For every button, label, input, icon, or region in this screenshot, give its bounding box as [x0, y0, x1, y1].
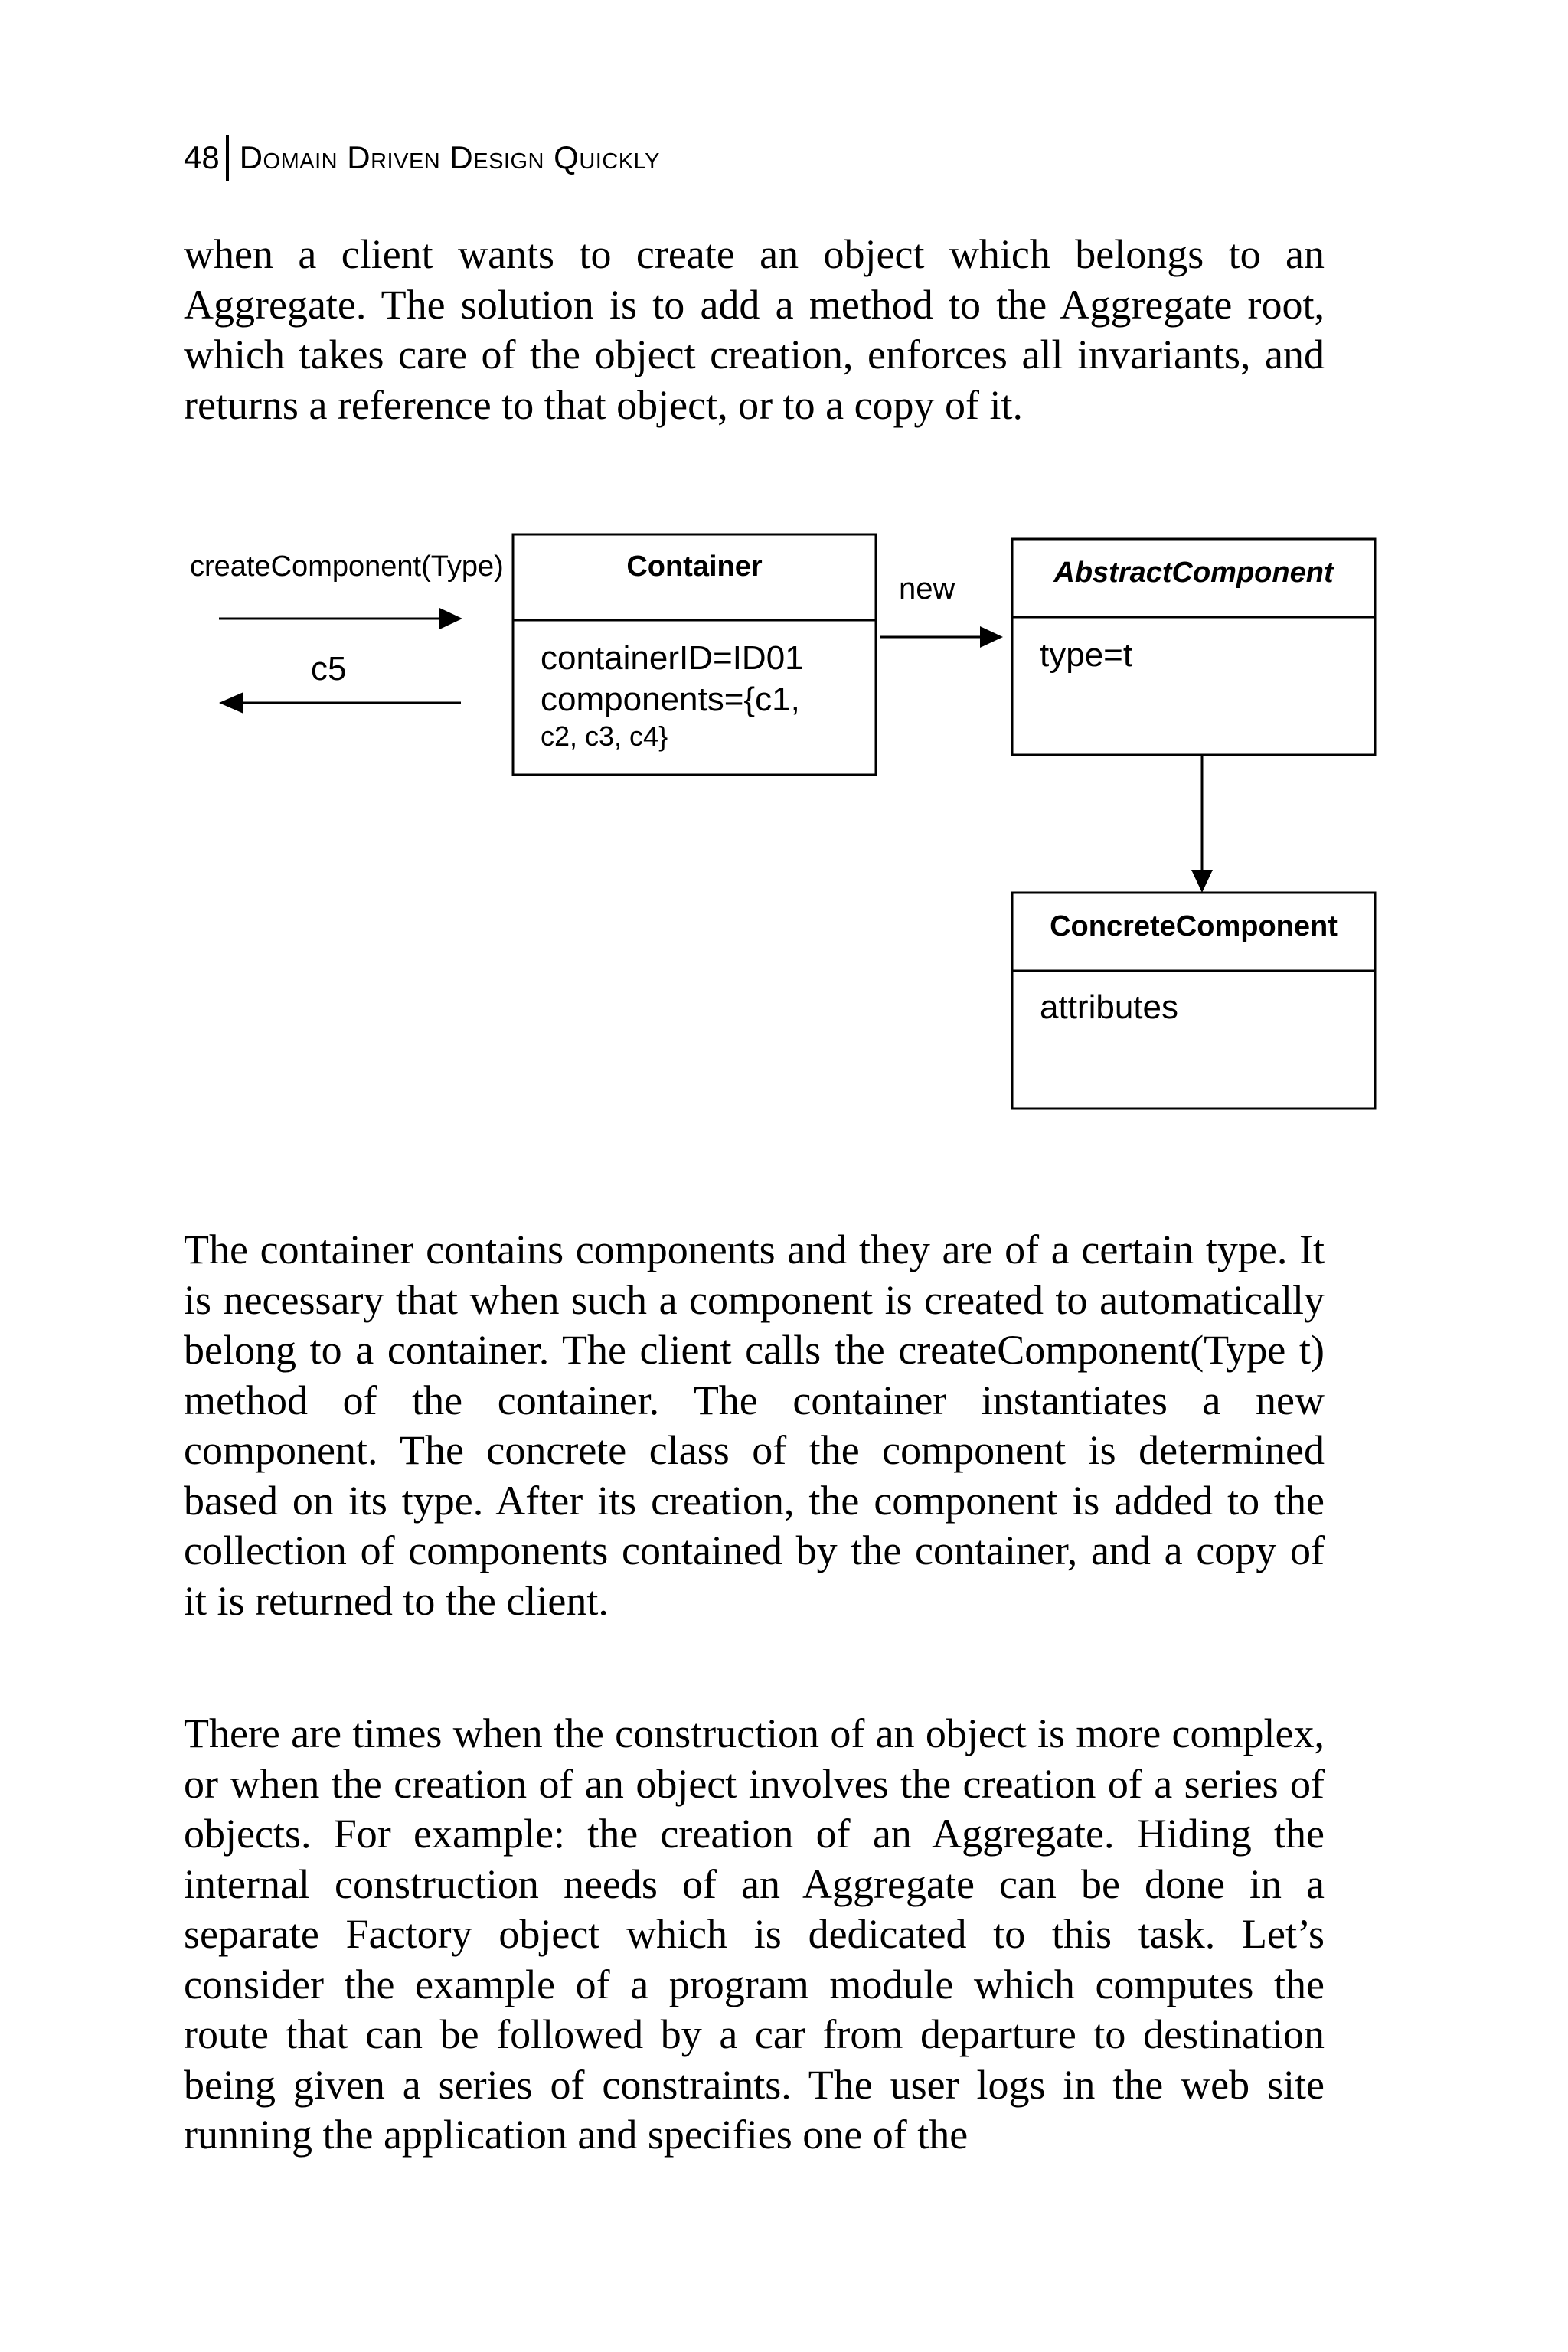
return-label: c5 — [311, 650, 347, 688]
container-attr-id: containerID=ID01 — [541, 639, 804, 677]
abstract-component-box — [1012, 539, 1375, 755]
concrete-component-name: ConcreteComponent — [1050, 910, 1338, 942]
page-number: 48 — [184, 139, 220, 175]
concrete-component-attr: attributes — [1040, 988, 1178, 1026]
container-name: Container — [626, 550, 763, 583]
paragraph-intro: when a client wants to create an object which belongs to an Aggregate. The solution is to add a method to the Aggregate root, which takes care of the object creation, enforces all invariants, and returns a reference to that object, or to a copy of it. — [184, 231, 1325, 428]
container-attr-components-cont: c2, c3, c4} — [541, 720, 668, 752]
return-arrow — [219, 692, 461, 714]
abstract-component-name: AbstractComponent — [1054, 557, 1334, 589]
new-arrow — [880, 626, 1003, 648]
paragraph-container-explanation: The container contains components and they are of a certain type. It is necessary that when such a component is created to automatically belong to a container. The client calls the createComponent(Type t) method of the container. The container instantiates a new component. The concrete class of the component is determined based on its type. After its creation, the component is added to the collection of components contained by the container, and a copy of it is returned to the client. — [184, 1227, 1325, 1624]
container-class-box — [513, 534, 876, 775]
inheritance-arrow — [1191, 756, 1213, 893]
container-attr-components: components={c1, — [541, 681, 800, 718]
abstract-component-attr: type=t — [1040, 636, 1133, 674]
concrete-component-box — [1012, 893, 1375, 1109]
running-title: Domain Driven Design Quickly — [239, 139, 660, 175]
new-label: new — [899, 572, 956, 606]
call-label: createComponent(Type) — [190, 550, 504, 583]
call-arrow — [219, 608, 462, 629]
paragraph-factory-intro: There are times when the construction of an object is more complex, or when the creation of an object involves the creation of a series of objects. For example: the creation of an Aggregate. Hiding the internal construction needs of an Aggregate can be done in a separate Factory object which is dedicated to this task. Let’s consider the example of a program module which computes the route that can be followed by a car from departure to destination being given a series of constraints. The user logs in the web site running the application and specifies one of the — [184, 1710, 1325, 2158]
